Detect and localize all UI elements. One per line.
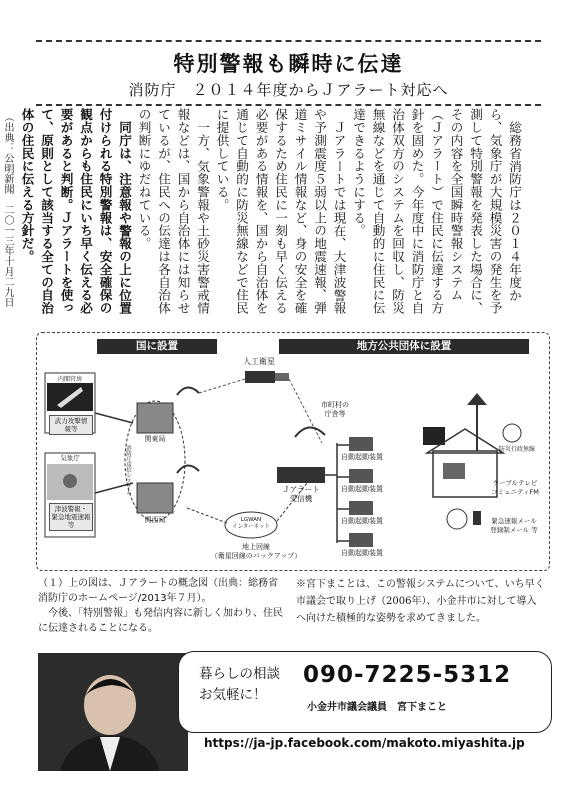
kanto-label: 関東局 bbox=[144, 435, 166, 443]
kansai-station-icon bbox=[137, 483, 173, 513]
consultation-line-1: 暮らしの相談 bbox=[199, 666, 280, 682]
article-title: 特別警報も瞬時に伝達 bbox=[173, 52, 404, 76]
contact-box bbox=[178, 651, 552, 733]
councilor-name: 小金井市議会議員 宮下まこと bbox=[307, 702, 447, 713]
arrow-cabinet bbox=[95, 413, 133, 423]
kansai-dish-icon bbox=[177, 465, 199, 473]
caption-line-2: 今後、「特別警報」も発信内容に新しく加わり、住民に伝達されることになる。 bbox=[38, 608, 283, 634]
mail-output-label: 緊急速報メール 登録制メール 等 bbox=[490, 517, 538, 534]
kanto-dish-icon bbox=[177, 387, 199, 395]
cable-output-label: ケーブルテレビ コミュニティFM bbox=[491, 479, 539, 496]
auto-device-label-4: 自動起動装置 bbox=[341, 549, 383, 557]
receiver-label: Ｊアラート 受信機 bbox=[282, 485, 320, 503]
band-national: 国に設置 bbox=[97, 339, 217, 354]
auto-device-icon-4 bbox=[349, 533, 373, 547]
auto-device-label-1: 自動起動装置 bbox=[341, 453, 383, 461]
portrait-photo bbox=[38, 653, 188, 771]
lgwan-label: LGWAN インターネット bbox=[231, 517, 270, 530]
satellite-label: 人工衛星 bbox=[243, 357, 275, 366]
radio-output-label: 防災行政無線 bbox=[498, 446, 535, 453]
mobile-phone-icon bbox=[473, 511, 481, 525]
kanto-station-icon bbox=[137, 403, 173, 433]
satellite-icon bbox=[245, 371, 275, 383]
article-header bbox=[36, 40, 541, 106]
person-icon-1 bbox=[503, 424, 521, 442]
ground-line-label: 地上回線 （衛星回線のバックアップ） bbox=[210, 543, 302, 560]
consultation-line-2: お気軽に！ bbox=[199, 687, 267, 703]
person-icon-2 bbox=[447, 509, 467, 529]
caption-line-1: （１）上の図は、Ｊアラートの概念図（出典：総務省消防庁のホームページ/2013年７月）。 bbox=[38, 578, 278, 604]
diagram-caption bbox=[38, 576, 283, 636]
municipality-label: 市町村の 庁舎等 bbox=[321, 401, 349, 418]
miyashita-note: ※宮下まことは、この警報システムについて、いち早く市議会で取り上げ（2006年）、小金井市に対して導入へ向けた積極的な姿勢を求めてきました。 bbox=[296, 579, 545, 624]
article-body bbox=[2, 108, 524, 323]
article-paragraph-4: 同庁は、注意報や警報の上に位置付けられる特別警報は、安全確保の観点からも住民にいち早く伝える必要があると判断。Ｊアラートを使って、原則として該当する全ての自治体の住民に伝える方針だ。 bbox=[19, 108, 132, 315]
tsunami-info-label: 津波警報・ 緊急地震速報 等 bbox=[49, 503, 93, 531]
article-subtitle: 消防庁 ２０１４年度からＪアラート対応へ bbox=[128, 81, 449, 99]
j-alert-diagram bbox=[36, 332, 550, 571]
speaker-icon bbox=[423, 427, 445, 445]
receiver-icon bbox=[277, 467, 325, 483]
municipality-dish-icon bbox=[295, 427, 325, 437]
transmit-system-label: 消防庁送信システム bbox=[125, 445, 131, 495]
consultation-text bbox=[199, 664, 280, 706]
auto-device-icon-2 bbox=[349, 469, 373, 483]
band-local: 地方公共団体に設置 bbox=[279, 339, 529, 354]
facebook-link[interactable]: https://ja-jp.facebook.com/makoto.miyashita.jp bbox=[204, 736, 525, 750]
diagram-graphics bbox=[37, 333, 549, 570]
article-paragraph-1: 総務省消防庁は２０１４年度から、気象庁が大規模災害の発生を予測して特別警報を発表した場合に、その内容を全国瞬時警報システム（Ｊアラート）で住民に伝達する方針を固めた。今年度中に消防庁と自治体双方のシステムを回収し、防災無線などを通じて自動的に住民に伝達できるようにする。 bbox=[351, 108, 522, 315]
kansai-label: 関西局 bbox=[144, 516, 166, 524]
jma-label: 気象庁 bbox=[60, 454, 80, 462]
auto-device-label-2: 自動起動装置 bbox=[341, 485, 383, 493]
article-paragraph-2: Ｊアラートでは現在、大津波警報や予測震度５弱以上の地震速報、弾道ミサイル情報など、身の安全を確保するため住民に一刻も早く伝える必要がある情報を、国から自治体を通じて自動的に防災無線などで住民に提供している。 bbox=[214, 108, 347, 315]
article-paragraph-3: 一方、気象警報や土砂災害警戒情報などは、国から自治体には知らせているが、住民への伝達は各自治体の判断にゆだねている。 bbox=[136, 108, 210, 315]
tv-icon bbox=[443, 463, 465, 479]
missile-info-label: 武力攻撃情 報等 bbox=[49, 415, 93, 435]
cabinet-label: 内閣官房 bbox=[57, 376, 82, 383]
auto-device-label-3: 自動起動装置 bbox=[341, 517, 383, 525]
header-divider bbox=[36, 104, 541, 106]
auto-device-icon-3 bbox=[349, 501, 373, 515]
auto-device-icon-1 bbox=[349, 437, 373, 451]
phone-number[interactable]: 090-7225-5312 bbox=[303, 662, 512, 688]
article-source: （出典：公明新聞 二〇一三年十月二九日 bbox=[2, 112, 13, 308]
